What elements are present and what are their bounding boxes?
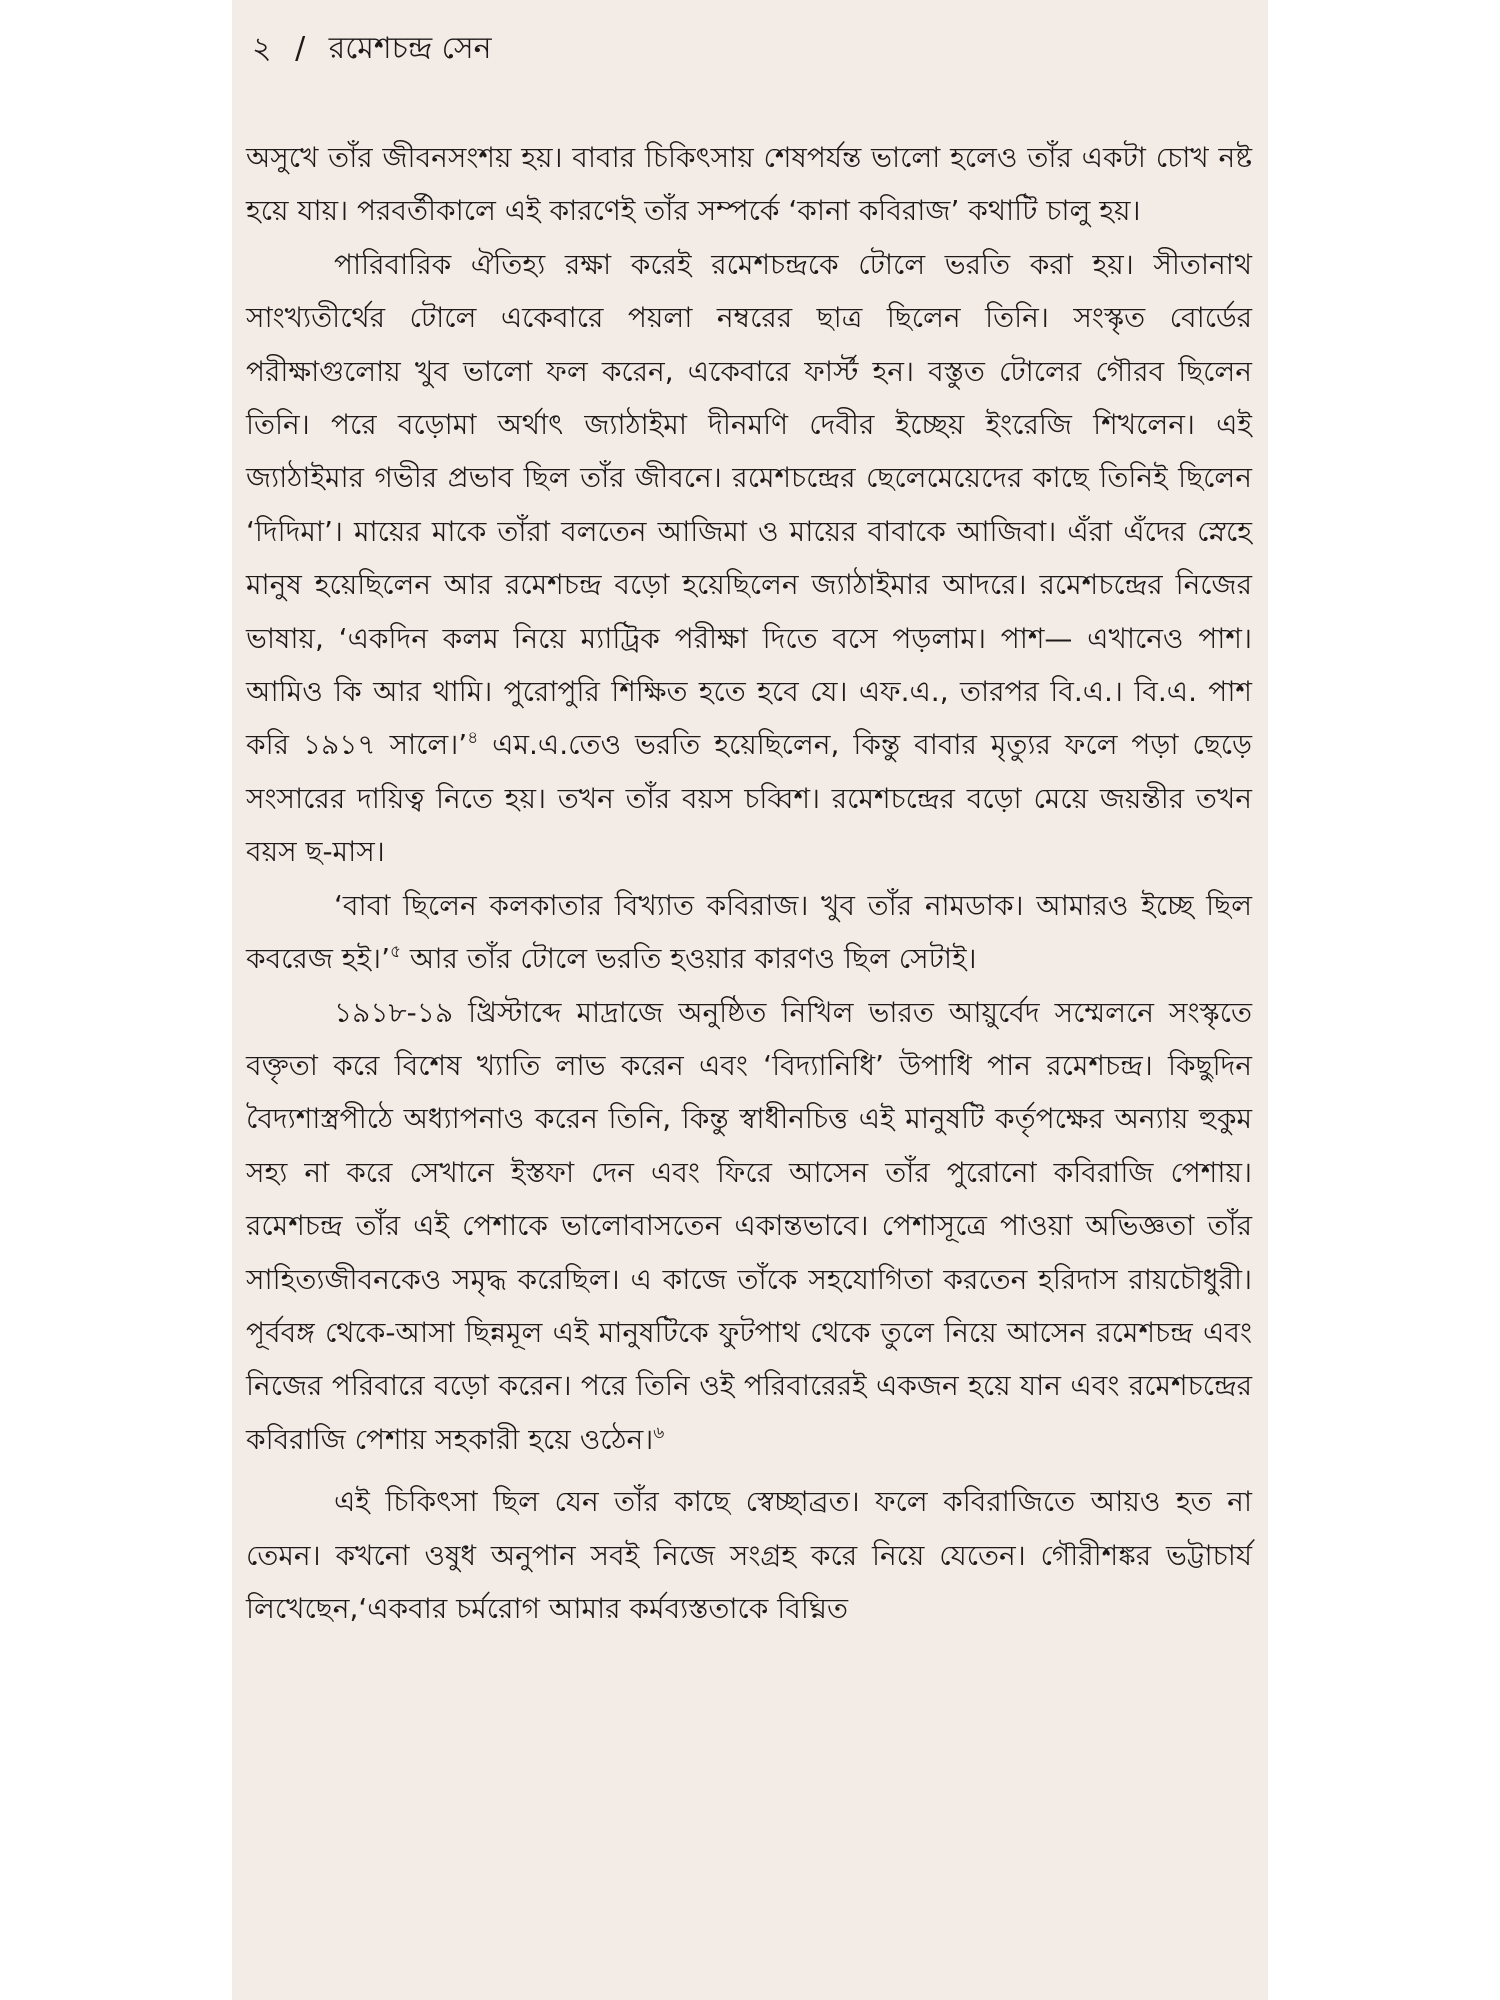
paragraph-text: এম.এ.তেও ভরতি হয়েছিলেন, কিন্তু বাবার মৃত্যুর ফলে পড়া ছেড়ে সংসারের দায়িত্ব নিতে হয়। তখন তাঁর বয়স চব্বিশ। রমেশচন্দ্রের বড়ো মেয়ে জয়ন্তীর তখন বয়স ছ-মাস। <box>246 728 1252 869</box>
paragraph-text: এঁরা এঁদের স্নেহে মানুষ হয়েছিলেন আর রমেশচন্দ্র বড়ো হয়েছিলেন জ্যাঠাইমার আদরে। রমেশচন্দ্রের নিজের ভাষায়, ‘একদিন কলম নিয়ে ম্যাট্রিক পরীক্ষা দিতে বসে পড়লাম। পাশ— এখানেও পাশ। আমিও কি আর থামি। পুরোপুরি শিক্ষিত হতে হবে যে। এফ.এ., তারপর বি.এ.। বি.এ. পাশ করি ১৯১৭ সালে।’ <box>246 514 1252 762</box>
body-text <box>246 131 1252 1635</box>
paragraph-text: অসুখে তাঁর জীবনসংশয় হয়। বাবার চিকিৎসায় শেষপর্যন্ত ভালো হলেও তাঁর একটা চোখ নষ্ট হয়ে যায়। পরবর্তীকালে এই কারণেই তাঁর সম্পর্কে ‘কানা কবিরাজ’ কথাটি চালু হয়। <box>246 141 1252 228</box>
paragraph-text: ১৯১৮-১৯ খ্রিস্টাব্দে মাদ্রাজে অনুষ্ঠিত নিখিল ভারত আয়ুর্বেদ সম্মেলনে সংস্কৃতে বক্তৃতা করে বিশেষ খ্যাতি লাভ করেন এবং ‘বিদ্যানিধি’ উপাধি পান রমেশচন্দ্র। কিছুদিন বৈদ্যশাস্ত্রপীঠে অধ্যাপনাও করেন তিনি, কিন্তু স্বাধীনচিত্ত এই মানুষটি কর্তৃপক্ষের অন্যায় হুকুম সহ্য না করে সেখানে ইস্তফা দেন এবং ফিরে আসেন তাঁর পুরোনো কবিরাজি পেশায়। রমেশচন্দ্র তাঁর এই পেশাকে ভালোবাসতেন একান্তভাবে। পেশাসূত্রে পাওয়া অভিজ্ঞতা তাঁর সাহিত্যজীবনকেও সমৃদ্ধ করেছিল। এ কাজে তাঁকে সহযোগিতা করতেন হরিদাস রায়চৌধুরী। পূর্ববঙ্গ থেকে-আসা ছিন্নমূল এই মানুষটিকে ফুটপাথ থেকে তুলে নিয়ে আসেন রমেশচন্দ্র এবং নিজের পরিবারে বড়ো করেন। পরে তিনি ওই পরিবারেরই একজন হয়ে যান এবং রমেশচন্দ্রের কবিরাজি পেশায় সহকারী হয়ে ওঠেন। <box>246 995 1252 1456</box>
footnote-marker: ৪ <box>467 728 479 749</box>
paragraph-text: ‘বাবা ছিলেন কলকাতার বিখ্যাত কবিরাজ। খুব তাঁর নামডাক। আমারও ইচ্ছে ছিল কবরেজ হই।’ <box>246 888 1252 976</box>
paragraph-text: পারিবারিক ঐতিহ্য রক্ষা করেই রমেশচন্দ্রকে টোলে ভরতি করা হয়। সীতানাথ সাংখ্যতীর্থের টোলে একেবারে পয়লা নম্বরের ছাত্র ছিলেন তিনি। সংস্কৃত বোর্ডের পরীক্ষাগুলোয় খুব ভালো ফল করেন, একেবারে ফার্স্ট হন। বস্তুত টোলের গৌরব ছিলেন তিনি। পরে বড়োমা অর্থাৎ জ্যাঠাইমা দীনমণি দেবীর ইচ্ছেয় ইংরেজি শিখলেন। এই জ্যাঠাইমার গভীর প্রভাব ছিল তাঁর জীবনে। রমেশচন্দ্রের ছেলেমেয়েদের কাছে তিনিই ছিলেন ‘দিদিমা’। মায়ের মাকে তাঁরা বলতেন আজিমা ও মায়ের বাবাকে আজিবা। <box>246 247 1252 548</box>
book-page <box>232 0 1268 2000</box>
footnote-marker: ৬ <box>653 1422 665 1443</box>
paragraph-1 <box>246 131 1252 238</box>
running-title: রমেশচন্দ্র সেন <box>328 31 492 66</box>
paragraph-text: এই চিকিৎসা ছিল যেন তাঁর কাছে স্বেচ্ছাব্রত। ফলে কবিরাজিতে আয়ও হত না তেমন। কখনো ওষুধ অনুপান সবই নিজে সংগ্রহ করে নিয়ে যেতেন। গৌরীশঙ্কর ভট্টাচার্য লিখেছেন,‘একবার চর্মরোগ আমার কর্মব্যস্ততাকে বিঘ্নিত <box>246 1485 1252 1625</box>
header-separator: / <box>295 31 306 66</box>
running-header <box>252 24 492 74</box>
paragraph-2 <box>246 238 1252 879</box>
paragraph-3 <box>246 879 1252 986</box>
footnote-marker: ৫ <box>389 942 401 963</box>
paragraph-text: আর তাঁর টোলে ভরতি হওয়ার কারণও ছিল সেটাই। <box>401 942 977 976</box>
paragraph-4 <box>246 986 1252 1467</box>
page-number: ২ <box>252 31 272 66</box>
paragraph-5 <box>246 1475 1252 1635</box>
